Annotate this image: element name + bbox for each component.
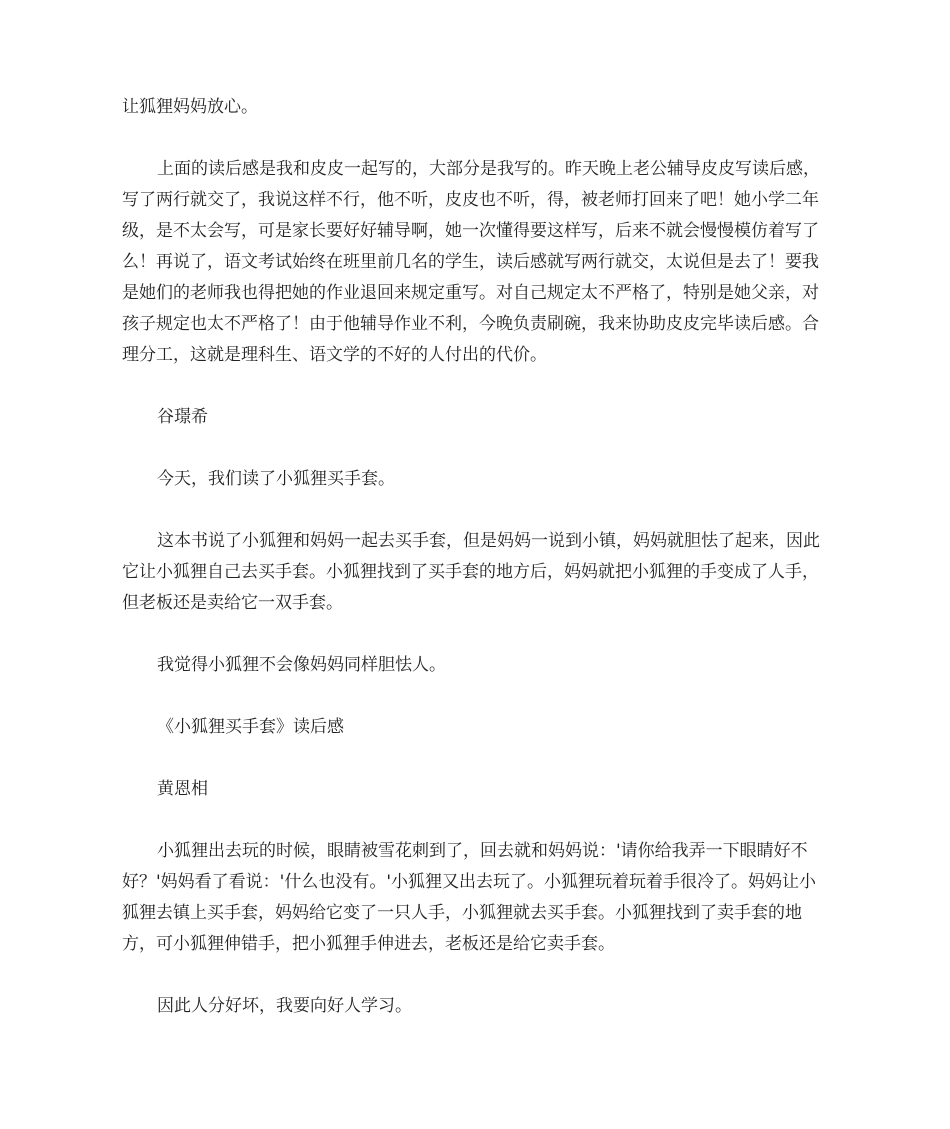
paragraph-conclusion: 因此人分好坏，我要向好人学习。: [157, 996, 412, 1016]
paragraph-story-retelling: 小狐狸出去玩的时候，眼睛被雪花刺到了，回去就和妈妈说：'请你给我弄一下眼睛好不好？'妈妈看了看说：'什么也没有。'小狐狸又出去玩了。小狐狸玩着玩着手很冷了。妈妈让小狐狸去镇上买手套，妈妈给它变了一只人手，小狐狸就去买手套。小狐狸找到了卖手套的地方，可小狐狸伸错手，把小狐狸手伸进去，老板还是给它卖手套。: [122, 841, 817, 954]
paragraph-today-reading: 今天，我们读了小狐狸买手套。: [157, 469, 395, 489]
document-body: [122, 92, 830, 1053]
paragraph-book-summary: 这本书说了小狐狸和妈妈一起去买手套，但是妈妈一说到小镇，妈妈就胆怯了起来，因此它让小狐狸自己去买手套。小狐狸找到了买手套的地方后，妈妈就把小狐狸的手变成了人手，但老板还是卖给它一双手套。: [122, 531, 820, 613]
paragraph-reflection: 我觉得小狐狸不会像妈妈同样胆怯人。: [157, 655, 446, 675]
paragraph-fox-mother-closing: 让狐狸妈妈放心。: [122, 97, 258, 117]
author-name-huang: 黄恩相: [157, 779, 208, 799]
author-name-gu: 谷璟希: [157, 407, 208, 427]
essay-title: 《小狐狸买手套》读后感: [157, 717, 344, 737]
paragraph-parent-commentary: 上面的读后感是我和皮皮一起写的，大部分是我写的。昨天晚上老公辅导皮皮写读后感，写了两行就交了，我说这样不行，他不听，皮皮也不听，得，被老师打回来了吧！她小学二年级，是不太会写，可是家长要好好辅导啊，她一次懂得要这样写，后来不就会慢慢模仿着写了么！再说了，语文考试始终在班里前几名的学生，读后感就写两行就交，太说但是去了！要我是她们的老师我也得把她的作业退回来规定重写。对自己规定太不严格了，特别是她父亲，对孩子规定也太不严格了！由于他辅导作业不利，今晚负责刷碗，我来协助皮皮完毕读后感。合理分工，这就是理科生、语文学的不好的人付出的代价。: [122, 159, 820, 365]
